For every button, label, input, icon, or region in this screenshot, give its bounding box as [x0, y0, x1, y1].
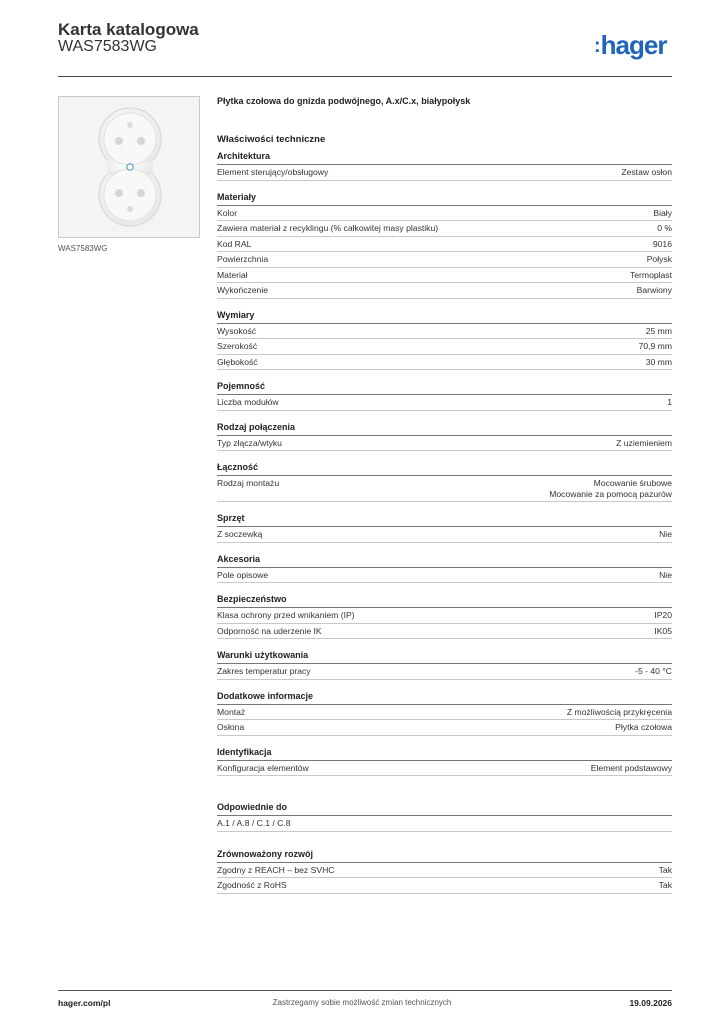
spec-row [217, 324, 672, 340]
logo-text: hager [600, 30, 667, 60]
spec-value-line: Mocowanie za pomocą pazurów [549, 488, 672, 499]
spec-label: Wysokość [217, 325, 257, 336]
group-title: Rodzaj połączenia [217, 422, 672, 436]
spec-label: Osłona [217, 722, 245, 732]
spec-row [217, 395, 672, 411]
spec-row [217, 476, 672, 502]
spec-value-line: IP20 [654, 610, 672, 620]
spec-value-line: 0 % [657, 223, 672, 233]
spec-value [654, 610, 672, 621]
spec-label: Kod RAL [217, 238, 252, 249]
spec-value [646, 326, 672, 337]
spec-value-line: -5 - 40 °C [635, 666, 672, 676]
double-socket-icon [59, 97, 199, 237]
spec-label: Typ złącza/wtyku [217, 437, 282, 448]
product-image [58, 96, 200, 238]
spec-group [217, 594, 672, 639]
spec-label: Głębokość [217, 356, 258, 367]
spec-group [217, 650, 672, 680]
spec-row [217, 252, 672, 268]
spec-value [657, 223, 672, 234]
spec-row [217, 761, 672, 777]
spec-value-line: 70,9 mm [638, 341, 672, 351]
document-title: Karta katalogowa [58, 20, 199, 39]
spec-row [217, 221, 672, 237]
spec-value [639, 341, 672, 352]
product-code: WAS7583WG [58, 38, 157, 55]
spec-value-line: Barwiony [636, 285, 672, 295]
group-title: Identyfikacja [217, 747, 672, 761]
group-title: Odpowiednie do [217, 802, 672, 816]
spec-group [217, 422, 672, 452]
spec-value-line: 25 mm [645, 325, 672, 336]
spec-row [217, 816, 672, 832]
spec-group [217, 747, 672, 777]
spec-group [217, 151, 672, 181]
spec-value [637, 285, 672, 296]
spec-value-line: Mocowanie śrubowe [593, 478, 672, 488]
spec-label: Odporność na uderzenie IK [217, 625, 322, 636]
group-title: Materiały [217, 192, 672, 206]
spec-row [217, 664, 672, 680]
hager-logo [594, 30, 666, 61]
spec-content [217, 96, 672, 894]
spec-group [217, 802, 672, 832]
spec-value-line: Z uziemieniem [616, 437, 672, 448]
spec-row [217, 206, 672, 222]
spec-value-line: 1 [667, 397, 672, 407]
spec-row [217, 878, 672, 894]
spec-label: Liczba modułów [217, 397, 279, 407]
spec-value [591, 763, 672, 774]
group-title: Pojemność [217, 381, 672, 395]
spec-label: A.1 / A.8 / C.1 / C.8 [217, 818, 291, 828]
spec-value-line: Element podstawowy [590, 762, 672, 773]
spec-value [659, 865, 672, 876]
spec-row [217, 720, 672, 736]
footer-divider [58, 990, 672, 991]
spec-row [217, 268, 672, 284]
spec-label: Wykończenie [217, 285, 269, 295]
spec-value-line: IK05 [654, 625, 672, 636]
group-title: Sprzęt [217, 513, 672, 527]
spec-row [217, 863, 672, 879]
spec-label: Materiał [217, 269, 248, 280]
spec-value [654, 626, 672, 637]
spec-group [217, 310, 672, 371]
spec-value [653, 239, 672, 250]
spec-group [217, 691, 672, 736]
spec-label: Montaż [217, 706, 246, 717]
spec-group [217, 192, 672, 299]
spec-value [659, 570, 672, 581]
spec-value [567, 707, 672, 718]
spec-label: Zawiera materiał z recyklingu (% całkowitej masy plastiku) [217, 223, 439, 233]
spec-label: Konfiguracja elementów [217, 762, 309, 773]
spec-value-line: 9016 [652, 238, 672, 249]
spec-value [667, 397, 672, 408]
compatibility-group [217, 802, 672, 832]
spec-label: Rodzaj montażu [217, 478, 280, 488]
footer-website[interactable]: hager.com/pl [58, 998, 111, 1008]
spec-group [217, 554, 672, 584]
spec-row [217, 436, 672, 452]
spec-row [217, 237, 672, 253]
spec-row [217, 355, 672, 371]
spec-value-line: Płytka czołowa [615, 722, 672, 732]
group-title: Akcesoria [217, 554, 672, 568]
spec-label: Pole opisowe [217, 569, 269, 580]
spec-value-line: Tak [658, 864, 672, 875]
spec-group [217, 381, 672, 411]
spec-label: Z soczewką [217, 529, 263, 539]
spec-label: Zgodny z REACH – bez SVHC [217, 864, 335, 875]
spec-value [549, 478, 672, 499]
spec-value-line: Nie [659, 569, 672, 580]
spec-value-line: Tak [658, 880, 672, 890]
spec-row [217, 165, 672, 181]
spec-label: Zgodność z RoHS [217, 880, 287, 890]
spec-value [646, 357, 672, 368]
spec-value-line: Termoplast [629, 269, 672, 280]
spec-value-line: Z możliwością przykręcenia [566, 706, 672, 717]
spec-value [659, 880, 672, 891]
spec-row [217, 568, 672, 584]
spec-group [217, 849, 672, 894]
image-caption: WAS7583WG [58, 244, 108, 253]
group-title: Warunki użytkowania [217, 650, 672, 664]
group-title: Bezpieczeństwo [217, 594, 672, 608]
spec-label: Klasa ochrony przed wnikaniem (IP) [217, 610, 355, 620]
spec-value [630, 270, 672, 281]
spec-row [217, 705, 672, 721]
spec-value-line: Biały [653, 207, 672, 218]
spec-value [659, 529, 672, 540]
spec-label: Element sterujący/obsługowy [217, 167, 329, 177]
group-title: Łączność [217, 462, 672, 476]
spec-row [217, 339, 672, 355]
header-divider [58, 76, 672, 77]
spec-group [217, 462, 672, 502]
product-description: Płytka czołowa do gnizda podwójnego, A.x/C.x, białypołysk [217, 96, 471, 106]
spec-row [217, 608, 672, 624]
logo-colon-icon: : [594, 35, 600, 57]
group-title: Wymiary [217, 310, 672, 324]
spec-value-line: Zestaw osłon [621, 167, 672, 177]
spec-groups [217, 151, 672, 776]
spec-value [635, 666, 672, 677]
spec-value [621, 167, 672, 178]
spec-value-line: Nie [659, 529, 672, 539]
spec-label: Szerokość [217, 341, 258, 351]
spec-label: Powierzchnia [217, 254, 269, 264]
spec-value [615, 722, 672, 733]
spec-row [217, 624, 672, 640]
spec-row [217, 283, 672, 299]
spec-label: Kolor [217, 207, 238, 218]
spec-value [616, 438, 672, 449]
group-title: Architektura [217, 151, 672, 165]
spec-group [217, 513, 672, 543]
spec-value-line: Połysk [646, 254, 672, 264]
spec-row [217, 527, 672, 543]
spec-value [653, 208, 672, 219]
group-title: Zrównoważony rozwój [217, 849, 672, 863]
spec-value-line: 30 mm [645, 356, 672, 367]
group-title: Dodatkowe informacje [217, 691, 672, 705]
footer-date: 19.09.2026 [629, 998, 672, 1008]
sustainability-group [217, 849, 672, 894]
section-title: Właściwości techniczne [217, 134, 326, 145]
footer-disclaimer: Zastrzegamy sobie możliwość zmian technicznych [272, 998, 452, 1007]
spec-label: Zakres temperatur pracy [217, 666, 311, 676]
spec-value [647, 254, 672, 265]
